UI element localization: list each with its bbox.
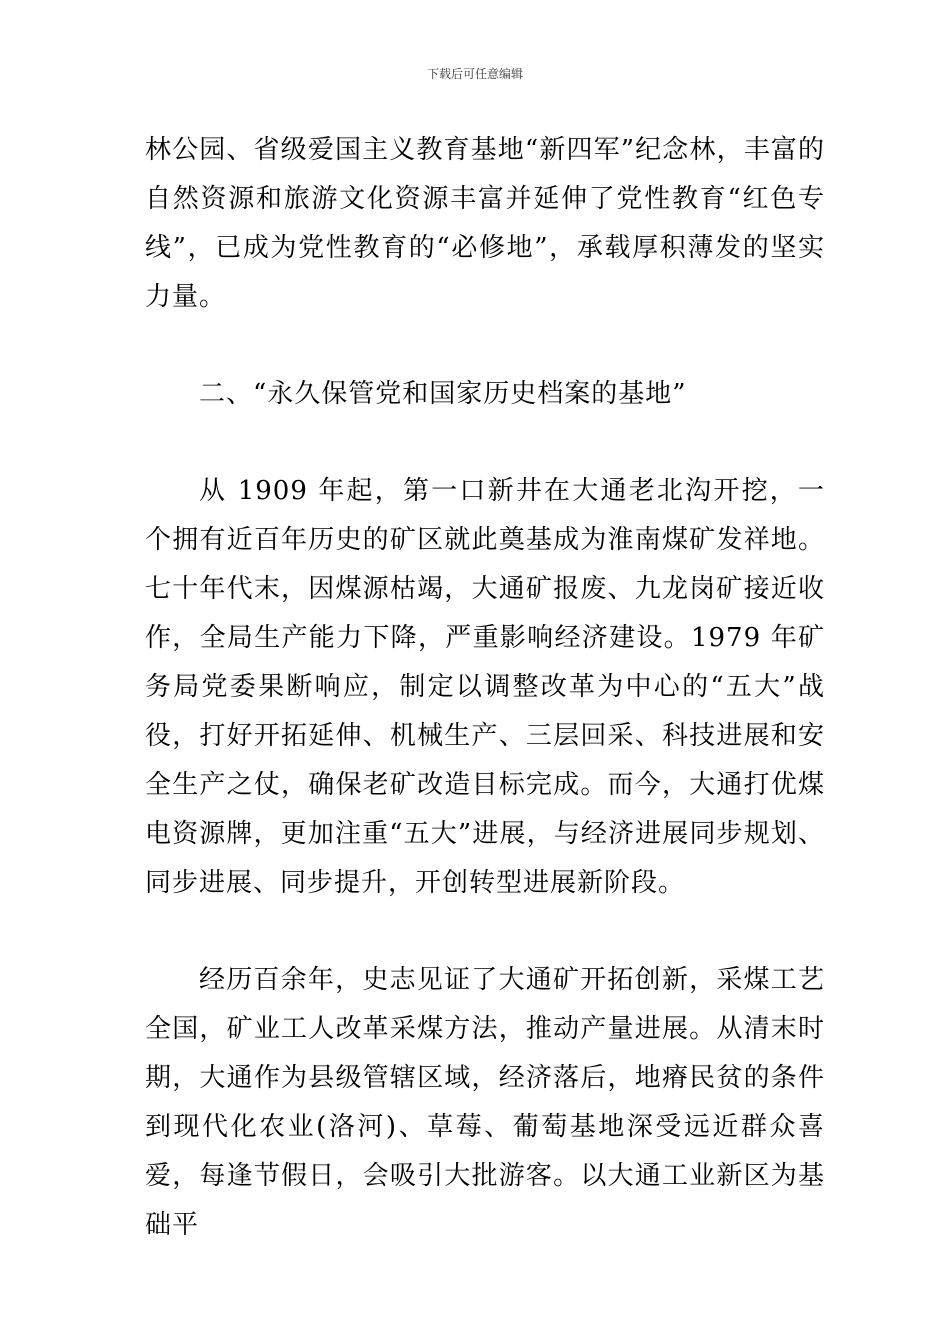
paragraph-history: 从 1909 年起，第一口新井在大通老北沟开挖，一个拥有近百年历史的矿区就此奠基成为淮南煤矿发祥地。七十年代末，因煤源枯竭，大通矿报废、九龙岗矿接近收作，全局生产能力下降，严重影响经济建设。1979 年矿务局党委果断响应，制定以调整改革为中心的“五大”战役，打好开拓延伸、机械生产、三层回采、科技进展和安全生产之仗，确保老矿改造目标完成。而今，大通打优煤电资源牌，更加注重“五大”进展，与经济进展同步规划、同步进展、同步提升，开创转型进展新阶段。 [145, 476, 825, 898]
paragraph-gap [145, 322, 825, 370]
paragraph-gap [145, 419, 825, 467]
section-heading: 二、“永久保管党和国家历史档案的基地” [199, 379, 687, 409]
page-header: 下载后可任意编辑 [426, 67, 523, 81]
document-body [145, 126, 825, 1250]
paragraph-intro: 林公园、省级爱国主义教育基地“新四军”纪念林，丰富的自然资源和旅游文化资源丰富并延伸了党性教育“红色专线”，已成为党性教育的“必修地”，承载厚积薄发的坚实力量。 [145, 135, 825, 312]
paragraph-development: 经历百余年，史志见证了大通矿开拓创新，采煤工艺全国，矿业工人改革采煤方法，推动产量进展。从清末时期，大通作为县级管辖区域，经济落后，地瘠民贫的条件到现代化农业(洛河)、草莓、葡萄基地深受远近群众喜爱，每逢节假日，会吸引大批游客。以大通工业新区为基础平 [145, 965, 825, 1240]
paragraph-gap [145, 908, 825, 956]
